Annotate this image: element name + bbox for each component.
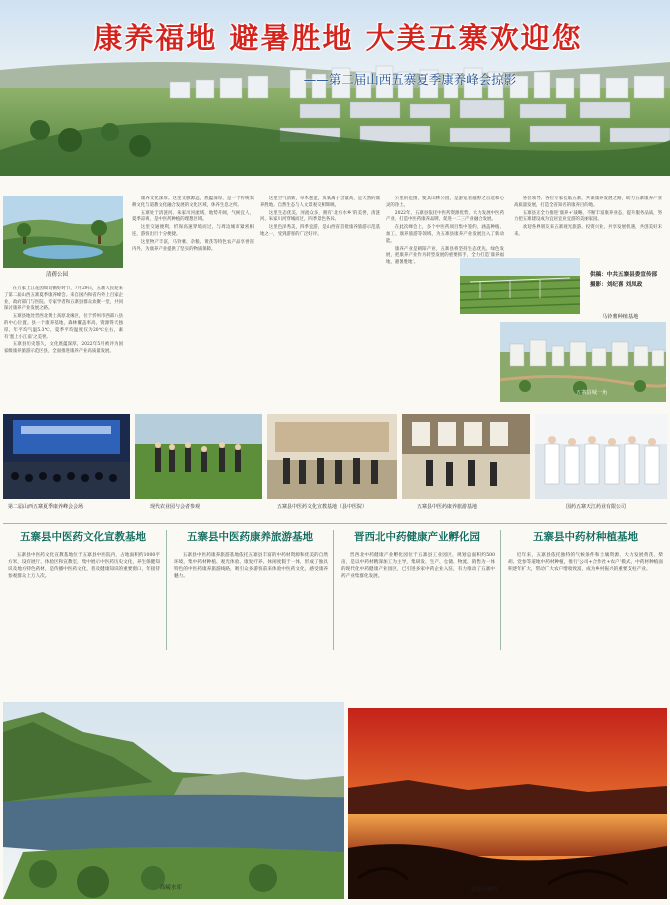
article-para: 在此次峰会上，多个中医药项目集中签约，涵盖种植、加工、康养旅游等领域，为五寨县康养产业发展注入了新动能。 [386, 225, 504, 244]
potato-field-illustration [460, 258, 580, 314]
banner-subtitle: ——第二届山西五寨夏季康养峰会掠影 [303, 72, 517, 87]
tcm-culture-illustration [267, 414, 397, 499]
pharma-company-photo [535, 414, 667, 499]
article-para: 2022年，五寨县依托中医药资源优势，大力发展中医药产业，打造中医药康养品牌，促进一二三产业融合发展。 [386, 210, 504, 223]
section-body-2 [174, 552, 328, 650]
article-col5 [514, 196, 662, 258]
section-body-1 [8, 552, 160, 650]
river-sunset-photo [348, 708, 667, 899]
agri-park-illustration [135, 414, 262, 499]
reservoir-illustration [3, 702, 344, 899]
park-photo [3, 196, 123, 268]
article-para: 欢迎各界朋友来五寨观光旅游、投资兴业，共享发展机遇，共创美好未来。 [514, 225, 662, 237]
section-divider-1 [166, 530, 167, 650]
section-head-text: 五寨县中医药文化宣教基地 [20, 531, 146, 543]
article-para: 康养产业是朝阳产业，五寨县将坚持生态优先、绿色发展，把康养产业作为转型发展的重要抓手，全力打造‘康养福地、避暑胜地’。 [386, 246, 504, 266]
article-col3 [260, 196, 380, 404]
agri-park-caption: 现代农业园与会者参观 [150, 504, 201, 510]
section-head-text: 五寨县中医药康养旅游基地 [187, 531, 313, 543]
section-para: 晋西北中药健康产业孵化园位于五寨县工业园区，规划总面积约500亩，是以中药材精深加工为主导，集研发、生产、仓储、物流、销售为一体的现代化中药健康产业园区，已引进多家中药企业入驻，有力推动了五寨中药产业集群化发展。 [341, 553, 495, 579]
banner-title: 康养福地 避暑胜地 大美五寨欢迎您 [93, 21, 583, 55]
article-para: 五寨县地处晋西北黄土高原北缘区，位于忻州市西部八县的中心位置。县一个康养基地，森林覆盖率高，资源得天独厚，年平均气温5.3℃，夏季平均温度仅为20℃左右，素有‘塞上小江南’之美誉。 [4, 314, 123, 340]
article-para: 这里生态优美，河流众多，拥有‘北方水乡’的美誉，清涟河、朱家川河穿城而过，四季景色各异。 [260, 210, 380, 223]
article-para: 五寨处于清涟河、朱家川河流域，地势开阔，气候宜人，夏季凉爽，是中医药种植的理想区域。 [132, 210, 254, 223]
tcm-culture-caption: 五寨县中医药文化宣教基地（县中医院） [277, 504, 368, 510]
section-divider-2 [333, 530, 334, 650]
article-para: 五寨县正全力推进‘康养+’战略，不断丰富康养业态，提升服务品质，努力把五寨建设成为宜居宜业宜游的美丽家园。 [514, 210, 662, 223]
section-divider-3 [500, 530, 501, 650]
section-head-3 [337, 530, 497, 545]
article-col2 [132, 196, 254, 404]
section-head-2 [170, 530, 330, 545]
section-body-4 [508, 552, 663, 650]
section-head-1 [3, 530, 163, 545]
tcm-culture-base-photo [267, 414, 397, 499]
river-sunset-illustration [348, 708, 667, 899]
article-col1 [4, 286, 123, 404]
section-para: 五寨县中医药康养旅游基地依托五寨县丰富的中药材资源和优美的自然环境，集中药材种植、观光体验、康复疗养、休闲度假于一体，形成了独具特色的中医药康养旅游线路，吸引众多游客前来体验中医药文化，感受康养魅力。 [174, 553, 328, 579]
article-para: 公里的范围，使其山林公园，是游览者越野之首选和心灵的净土。 [386, 196, 504, 208]
section-para: 近年来，五寨县依托独特的气候条件和土壤资源，大力发展黄芪、柴胡、党参等道地中药材种植，推行‘公司+合作社+农户’模式，中药材种植面积逐年扩大，带动广大农户增收致富，成为乡村振兴的重要支柱产业。 [508, 553, 663, 572]
summit-caption: 第二届山西五寨夏季康养峰会会场 [8, 504, 84, 510]
river-caption: 清涟河晚照 [470, 887, 498, 893]
park-caption: 清蒨公园 [46, 272, 69, 278]
credit-line-1: 供稿：中共五寨县委宣传部 [590, 272, 658, 278]
credit-line-2: 摄影：刘纪喜 刘凤政 [590, 282, 643, 288]
summit-venue-photo [3, 414, 130, 499]
section-head-4 [504, 530, 667, 545]
section-head-text: 晋西北中药健康产业孵化园 [354, 531, 480, 543]
article-para: 这里空气清新，草木葱茏，负氧离子含量高，是天然的康养胜地。自然生态与人文景观交相辉映。 [260, 196, 380, 208]
pharma-illustration [535, 414, 667, 499]
reservoir-photo [3, 702, 344, 899]
article-para: 这里色泽秀美，四季宜游，是山西省首批康养旅游示范基地之一，受到游客的广泛好评。 [260, 225, 380, 237]
reservoir-caption: 高崚水库 [160, 885, 183, 891]
article-para: 康养文化深厚。这里文脉源远，底蕴深厚，是一个传统农耕文化与道教文化融合发展的文化区域，休养生息之所。 [132, 196, 254, 208]
section-rule-top [3, 523, 667, 524]
article-para: 五寨县历史悠久，文化底蕴深厚，2022年5月被评为国家级康养旅游示范区县，全面推进康养产业高质量发展。 [4, 342, 123, 355]
pharma-caption: 国药五寨天江药业有限公司 [566, 504, 627, 510]
tcm-tourism-caption: 五寨县中医药康养旅游基地 [417, 504, 478, 510]
summit-illustration [3, 414, 130, 499]
potato-base-caption: 马铃薯种植基地 [602, 314, 639, 320]
article-para: 这里物产丰富，马铃薯、杂粮、黄芪等特色农产品享誉省内外，为康养产业提供了坚实的物质保障。 [132, 239, 254, 252]
article-para: 各位领导、各位专家莅临五寨，共谋康养发展之路，助力五寨康养产业高质量发展，打造全省知名的康养目的地。 [514, 196, 662, 208]
tcm-tourism-base-photo [402, 414, 530, 499]
town-caption: 五寨县城一角 [576, 390, 608, 396]
article-para: 这里交通便利，忻保高速穿境而过，与周边城市紧密相连，游客出行十分便捷。 [132, 225, 254, 237]
park-illustration [3, 196, 123, 268]
section-body-3 [341, 552, 495, 650]
section-para: 五寨县中医药文化宣教基地位于五寨县中医院内，占地面积约1000平方米，设有展厅、体验区和宣教室，集中展示中医药历史文化、养生保健知识及地方特色药材，是传播中医药文化、普及健康知识的重要窗口，年接待参观群众上万人次。 [8, 553, 160, 579]
potato-base-photo [460, 258, 580, 314]
agri-park-photo [135, 414, 262, 499]
article-para: 在万家上江花园如诗画好时节，7月29日，五寨人民迎来了第二届山西五寨夏季康养峰会。来自国内和省内外上百家企业，政府部门与医院、专家学者和五寨县群众欢聚一堂，共同探讨康养产业发展之路。 [4, 286, 123, 312]
tcm-tourism-illustration [402, 414, 530, 499]
section-head-text: 五寨县中药材种植基地 [533, 531, 638, 543]
